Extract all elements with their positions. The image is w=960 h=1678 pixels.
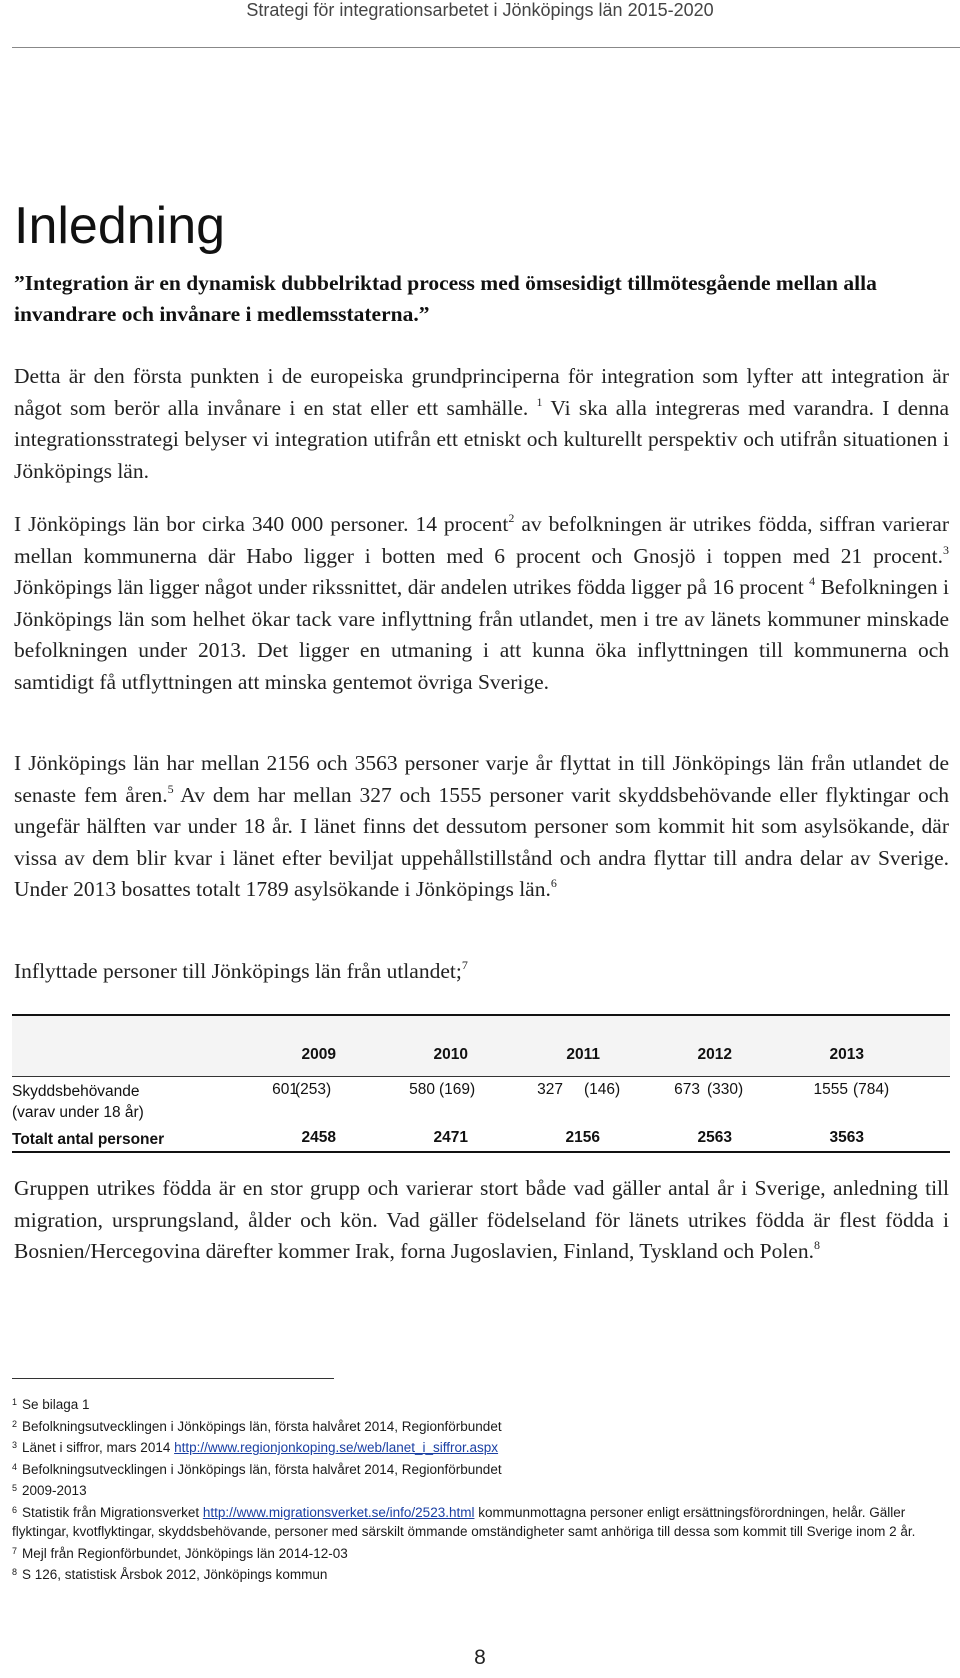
year-header: 2010 xyxy=(433,1046,468,1063)
year-header: 2011 xyxy=(566,1046,600,1063)
table-total-row xyxy=(12,1127,950,1153)
footnote-number: 1 xyxy=(12,1397,18,1407)
table-cell: (784) xyxy=(853,1081,890,1098)
text: I Jönköpings län har mellan 2156 och 3563 personer varje år flyttat in till Jönköpings län från utlandet de senaste fem åren. xyxy=(14,751,949,807)
row-label-line: Skyddsbehövande xyxy=(12,1083,140,1100)
paragraph-1 xyxy=(14,361,949,487)
text: Inflyttade personer till Jönköpings län från utlandet; xyxy=(14,959,462,983)
text: Befolkningen i Jönköpings län som helhet ökar tack vare inflyttning från utlandet, men i tre av länets kommuner minskade befolkningen under 2013. Det ligger en utmaning i att kunna öka inflyttningen till kommunerna och samtidigt få utflyttningen att minska gentemot övriga Sverige. xyxy=(14,575,949,694)
footnote xyxy=(12,1501,952,1542)
total-cell: 2471 xyxy=(433,1129,468,1146)
paragraph-5 xyxy=(14,1173,949,1268)
paragraph-3 xyxy=(14,748,949,906)
footnote-number: 3 xyxy=(12,1440,18,1450)
footnote-separator xyxy=(12,1378,334,1379)
immigration-table xyxy=(12,1014,950,1153)
footnote-number: 6 xyxy=(12,1504,18,1515)
footnote xyxy=(12,1458,952,1480)
table-cell: (146) xyxy=(584,1081,621,1098)
table-cell: (169) xyxy=(439,1081,476,1098)
table-cell: 601 xyxy=(272,1081,298,1098)
text: Av dem har mellan 327 och 1555 personer varit skyddsbehövande eller flyktingar och ungefär hälften var under 18 år. I länet finns det dessutom personer som kommit hit som asylsökande, där vissa av dem blir kvar i länet efter beviljat uppehållstillstånd och andra flyttar till andra delar av Sverige. Under 2013 bosattes totalt 1789 asylsökande i Jönköpings län. xyxy=(14,782,949,901)
total-cell: 3563 xyxy=(829,1129,864,1146)
footnote-link[interactable]: http://www.regionjonkoping.se/web/lanet_i_siffror.aspx xyxy=(174,1440,499,1455)
table-cell: 327 xyxy=(537,1081,563,1098)
table-row xyxy=(12,1077,950,1127)
table-cell: (253) xyxy=(295,1081,332,1098)
table-cell: 580 xyxy=(409,1081,435,1098)
footnote-ref-3[interactable]: 3 xyxy=(943,542,949,557)
year-header: 2012 xyxy=(697,1046,732,1063)
row-label-line: (varav under 18 år) xyxy=(12,1104,144,1121)
footnote-text: Befolkningsutvecklingen i Jönköpings län, första halvåret 2014, Regionförbundet xyxy=(22,1461,502,1477)
footnote-text: Se bilaga 1 xyxy=(22,1397,90,1412)
footnote-ref-4[interactable]: 4 xyxy=(809,574,816,588)
footnote-text: 2009-2013 xyxy=(22,1483,87,1498)
total-cell: 2563 xyxy=(697,1129,732,1146)
text: Vi ska alla integreras med varandra. I denna integrationsstrategi belyser vi integration utifrån ett etniskt och kulturellt perspektiv och utifrån situationen i Jönköpings län. xyxy=(14,395,950,483)
footnote xyxy=(12,1563,952,1585)
running-header: Strategi för integrationsarbetet i Jönköpings län 2015-2020 xyxy=(246,0,714,20)
footnote xyxy=(12,1542,952,1564)
footnote-text: S 126, statistisk Årsbok 2012, Jönköpings kommun xyxy=(22,1567,328,1582)
footnote-number: 7 xyxy=(12,1545,18,1556)
total-cell: 2458 xyxy=(301,1129,336,1146)
footnote xyxy=(12,1415,952,1437)
footnote-ref-5[interactable]: 5 xyxy=(167,781,174,796)
header-rule xyxy=(12,47,960,48)
footnote xyxy=(12,1393,952,1415)
footnote xyxy=(12,1436,952,1458)
text: Jönköpings län ligger något under rikssnittet, där andelen utrikes födda ligger på 16 procent xyxy=(14,575,810,599)
total-cell: 2156 xyxy=(565,1129,600,1146)
footnote-ref-7[interactable]: 7 xyxy=(461,958,468,972)
footnote-number: 4 xyxy=(12,1461,18,1472)
table-cell: 673 xyxy=(674,1081,700,1098)
footnote-link[interactable]: http://www.migrationsverket.se/info/2523.html xyxy=(202,1504,475,1520)
row-label xyxy=(12,1081,144,1123)
text: Detta är den första punkten i de europeiska grundprinciperna för integration som lyfter att integration är något som berör alla invånare i en stat eller ett samhälle. xyxy=(14,364,949,420)
table-cell: (330) xyxy=(707,1081,744,1098)
footnote-number: 2 xyxy=(12,1418,18,1429)
section-heading: Inledning xyxy=(14,197,226,255)
footnote-number: 8 xyxy=(12,1567,18,1577)
text: av befolkningen är utrikes födda, siffran varierar mellan kommunerna där Habo ligger i botten med 6 procent och Gnosjö i toppen med 21 procent. xyxy=(14,512,949,568)
footnote-text: Länet i siffror, mars 2014 xyxy=(22,1440,175,1455)
footnote-text: kommunmottagna personer enligt ersättningsförordningen, helår. Gäller flyktingar, kvotflyktingar, skyddsbehövande, personer med särskilt ömmande omständigheter samt anhöriga till dessa som kommit till Sverige inom 2 år. xyxy=(12,1504,916,1539)
text: I Jönköpings län bor cirka 340 000 personer. 14 procent xyxy=(14,512,509,536)
page-number: 8 xyxy=(474,1646,486,1669)
footnote-ref-2[interactable]: 2 xyxy=(508,511,515,525)
footnote-ref-1[interactable]: 1 xyxy=(536,394,543,409)
table-header-row xyxy=(12,1016,950,1077)
year-header: 2009 xyxy=(301,1046,336,1063)
text: Gruppen utrikes födda är en stor grupp och varierar stort både vad gäller antal år i Sverige, anledning till migration, ursprungsland, ålder och kön. Vad gäller födelseland för länets utrikes födda är flest födda i Bosnien/Hercegovina därefter kommer Irak, forna Jugoslavien, Finland, Tyskland och Polen. xyxy=(14,1176,949,1263)
year-header: 2013 xyxy=(829,1046,864,1063)
table-caption xyxy=(14,956,949,988)
footnote-number: 5 xyxy=(12,1483,18,1493)
footnote-text: Befolkningsutvecklingen i Jönköpings län, första halvåret 2014, Regionförbundet xyxy=(22,1418,502,1434)
footnotes xyxy=(12,1393,952,1585)
intro-quote: ”Integration är en dynamisk dubbelriktad process med ömsesidigt tillmötesgående mellan alla invandrare och invånare i medlemsstaterna.” xyxy=(14,271,877,326)
footnote-ref-8[interactable]: 8 xyxy=(813,1238,820,1252)
footnote-text: Mejl från Regionförbundet, Jönköpings län 2014-12-03 xyxy=(22,1545,348,1561)
footnote xyxy=(12,1479,952,1501)
footnote-text: Statistik från Migrationsverket xyxy=(22,1504,203,1520)
footnote-ref-6[interactable]: 6 xyxy=(550,876,557,890)
table-cell: 1555 xyxy=(813,1081,848,1098)
row-label: Totalt antal personer xyxy=(12,1131,165,1148)
paragraph-2 xyxy=(14,509,949,698)
